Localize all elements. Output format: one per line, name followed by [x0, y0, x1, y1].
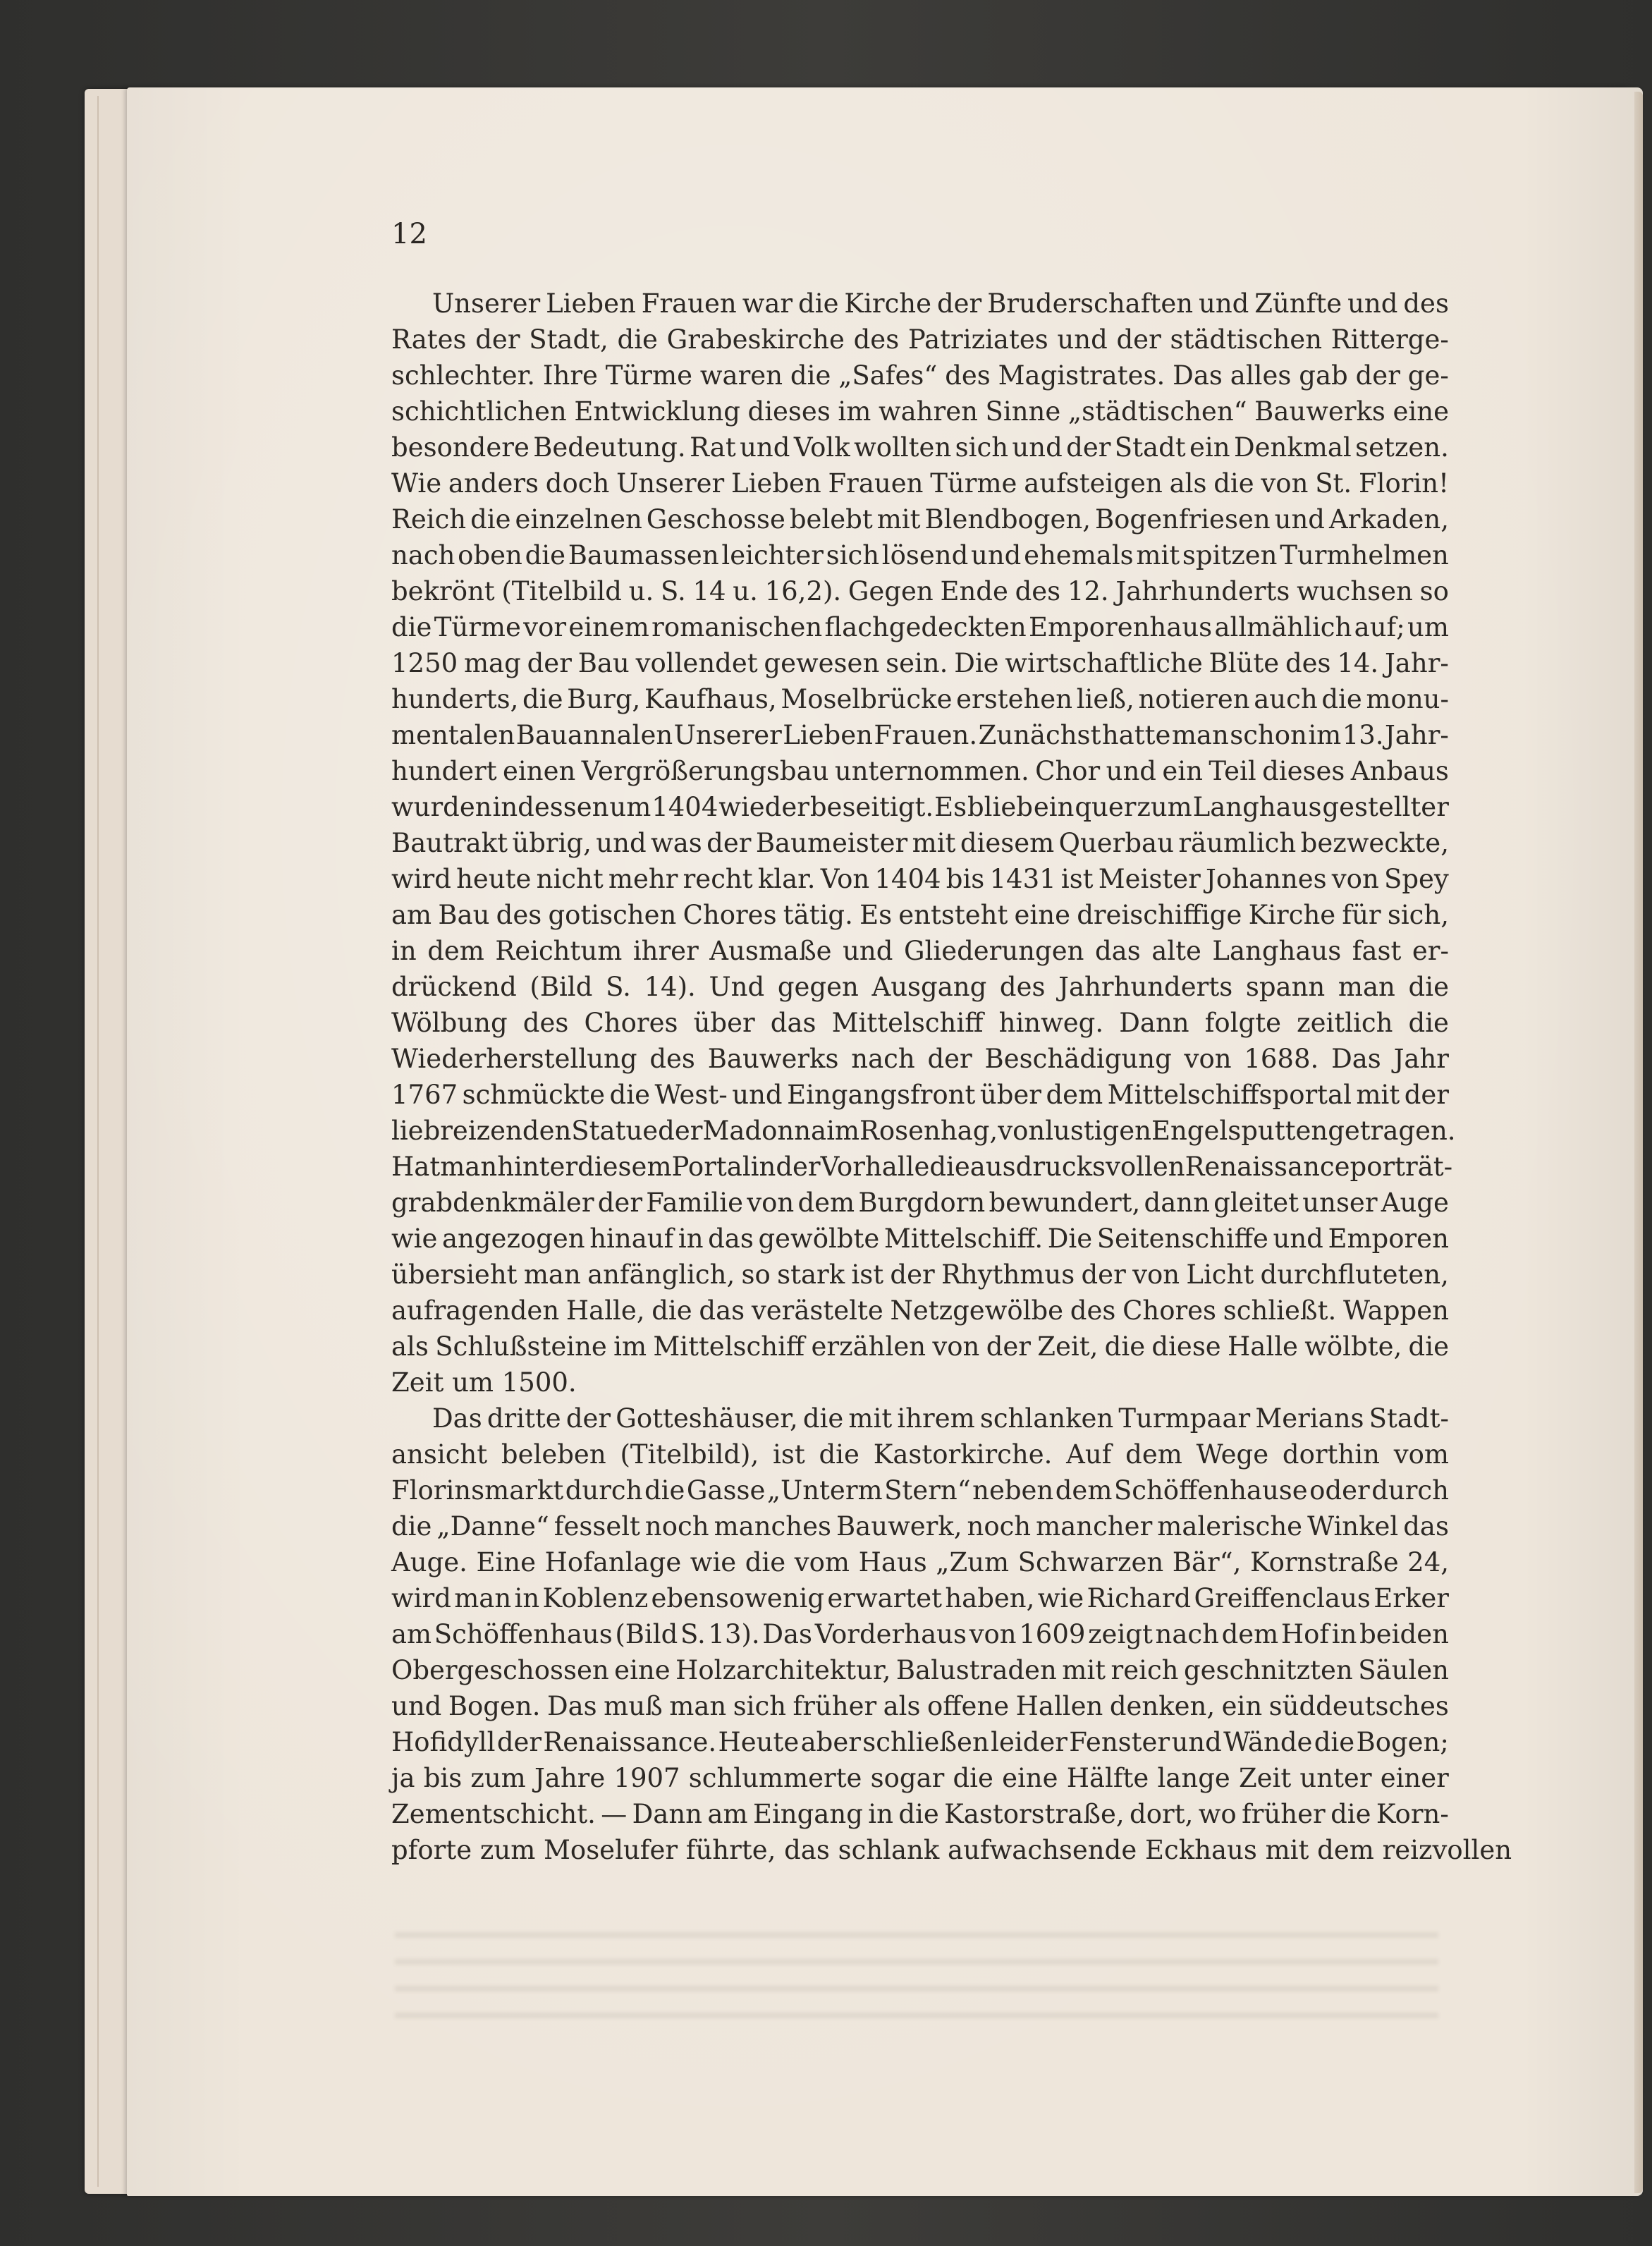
text-line: wird heute nicht mehr recht klar. Von 1404 bis 1431 ist Meister Johannes von Spey: [391, 864, 1449, 894]
text-line: wie angezogen hinauf in das gewölbte Mittelschiff. Die Seitenschiffe und Emporen: [391, 1223, 1449, 1254]
text-line: als Schlußsteine im Mittelschiff erzählen von der Zeit, die diese Halle wölbte, die: [391, 1331, 1449, 1362]
text-line: drückend (Bild S. 14). Und gegen Ausgang des Jahrhunderts spann man die: [391, 972, 1449, 1002]
text-line: aufragenden Halle, die das verästelte Netzgewölbe des Chores schließt. Wappen: [391, 1295, 1449, 1326]
text-line: Rates der Stadt, die Grabeskirche des Patriziates und der städtischen Ritterge-: [391, 324, 1449, 355]
text-line: Das dritte der Gotteshäuser, die mit ihrem schlanken Turmpaar Merians Stadt-: [432, 1403, 1449, 1434]
text-line: nach oben die Baumassen leichter sich lösend und ehemals mit spitzen Turmhelmen: [391, 540, 1449, 570]
text-line: hunderts, die Burg, Kaufhaus, Moselbrücke erstehen ließ, notieren auch die monu-: [391, 684, 1449, 714]
page-edge: [1634, 92, 1643, 2193]
text-line: Wie anders doch Unserer Lieben Frauen Türme aufsteigen als die von St. Florin!: [391, 468, 1449, 499]
text-line: Hat man hinter diesem Portal in der Vorhalle die ausdrucksvollen Renaissanceporträt-: [391, 1152, 1453, 1182]
text-line: wird man in Koblenz ebensowenig erwartet haben, wie Richard Greiffenclaus Erker: [391, 1583, 1449, 1613]
text-line: wurden indessen um 1404 wieder beseitigt. Es blieb ein quer zum Langhaus gestellter: [391, 792, 1449, 822]
text-line: Wölbung des Chores über das Mittelschiff hinweg. Dann folgte zeitlich die: [391, 1008, 1449, 1038]
text-line: Zementschicht. — Dann am Eingang in die Kastorstraße, dort, wo früher die Korn-: [391, 1799, 1449, 1829]
text-line: Auge. Eine Hofanlage wie die vom Haus „Zum Schwarzen Bär“, Kornstraße 24,: [391, 1547, 1449, 1577]
text-line: Bautrakt übrig, und was der Baumeister mit diesem Querbau räumlich bezweckte,: [391, 828, 1449, 858]
text-line: schichtlichen Entwicklung dieses im wahren Sinne „städtischen“ Bauwerks eine: [391, 396, 1449, 427]
text-line: Obergeschossen eine Holzarchitektur, Balustraden mit reich geschnitzten Säulen: [391, 1655, 1449, 1685]
text-line: pforte zum Moselufer führte, das schlank aufwachsende Eckhaus mit dem reizvollen: [391, 1835, 1512, 1865]
text-line: schlechter. Ihre Türme waren die „Safes“ des Magistrates. Das alles gab der ge-: [391, 360, 1449, 391]
body-text: [391, 286, 1512, 1868]
page-number: 12: [391, 218, 427, 250]
text-line: liebreizenden Statue der Madonna im Rosenhag, von lustigen Engelsputten getragen.: [391, 1116, 1456, 1146]
text-line: ansicht beleben (Titelbild), ist die Kastorkirche. Auf dem Wege dorthin vom: [391, 1439, 1449, 1470]
text-line: die „Danne“ fesselt noch manches Bauwerk, noch mancher malerische Winkel das: [391, 1511, 1449, 1542]
text-line: Florinsmarkt durch die Gasse „Unterm Stern“ neben dem Schöffenhause oder durch: [391, 1475, 1449, 1506]
text-line: am Schöffenhaus (Bild S. 13). Das Vorderhaus von 1609 zeigt nach dem Hof in beiden: [391, 1619, 1449, 1649]
text-line: übersieht man anfänglich, so stark ist der Rhythmus der von Licht durchfluteten,: [391, 1259, 1449, 1290]
text-line: besondere Bedeutung. Rat und Volk wollten sich und der Stadt ein Denkmal setzen.: [391, 432, 1449, 463]
text-line: bekrönt (Titelbild u. S. 14 u. 16,2). Gegen Ende des 12. Jahrhunderts wuchsen so: [391, 576, 1449, 606]
text-line: Reich die einzelnen Geschosse belebt mit Blendbogen, Bogenfriesen und Arkaden,: [391, 504, 1449, 535]
text-line: ja bis zum Jahre 1907 schlummerte sogar die eine Hälfte lange Zeit unter einer: [391, 1763, 1449, 1793]
text-line: 1767 schmückte die West- und Eingangsfront über dem Mittelschiffsportal mit der: [391, 1080, 1449, 1110]
text-line: 1250 mag der Bau vollendet gewesen sein. Die wirtschaftliche Blüte des 14. Jahr-: [391, 648, 1449, 678]
text-line: in dem Reichtum ihrer Ausmaße und Gliederungen das alte Langhaus fast er-: [391, 936, 1449, 966]
text-line: Hofidyll der Renaissance. Heute aber schließen leider Fenster und Wände die Bogen;: [391, 1727, 1449, 1757]
text-line: Zeit um 1500.: [391, 1367, 577, 1398]
text-line: am Bau des gotischen Chores tätig. Es entsteht eine dreischiffige Kirche für sich,: [391, 900, 1449, 930]
text-line: hundert einen Vergrößerungsbau unternommen. Chor und ein Teil dieses Anbaus: [391, 756, 1449, 786]
text-line: Unserer Lieben Frauen war die Kirche der Bruderschaften und Zünfte und des: [432, 288, 1449, 319]
text-line: und Bogen. Das muß man sich früher als offene Hallen denken, ein süddeutsches: [391, 1691, 1449, 1721]
show-through-text: [395, 1932, 1438, 2024]
text-line: grabdenkmäler der Familie von dem Burgdorn bewundert, dann gleitet unser Auge: [391, 1188, 1449, 1218]
text-line: mentalen Bauannalen Unserer Lieben Frauen. Zunächst hatte man schon im 13. Jahr-: [391, 720, 1449, 750]
text-line: die Türme vor einem romanischen flachgedeckten Emporenhaus allmählich auf; um: [391, 612, 1449, 642]
text-line: Wiederherstellung des Bauwerks nach der Beschädigung von 1688. Das Jahr: [391, 1044, 1449, 1074]
